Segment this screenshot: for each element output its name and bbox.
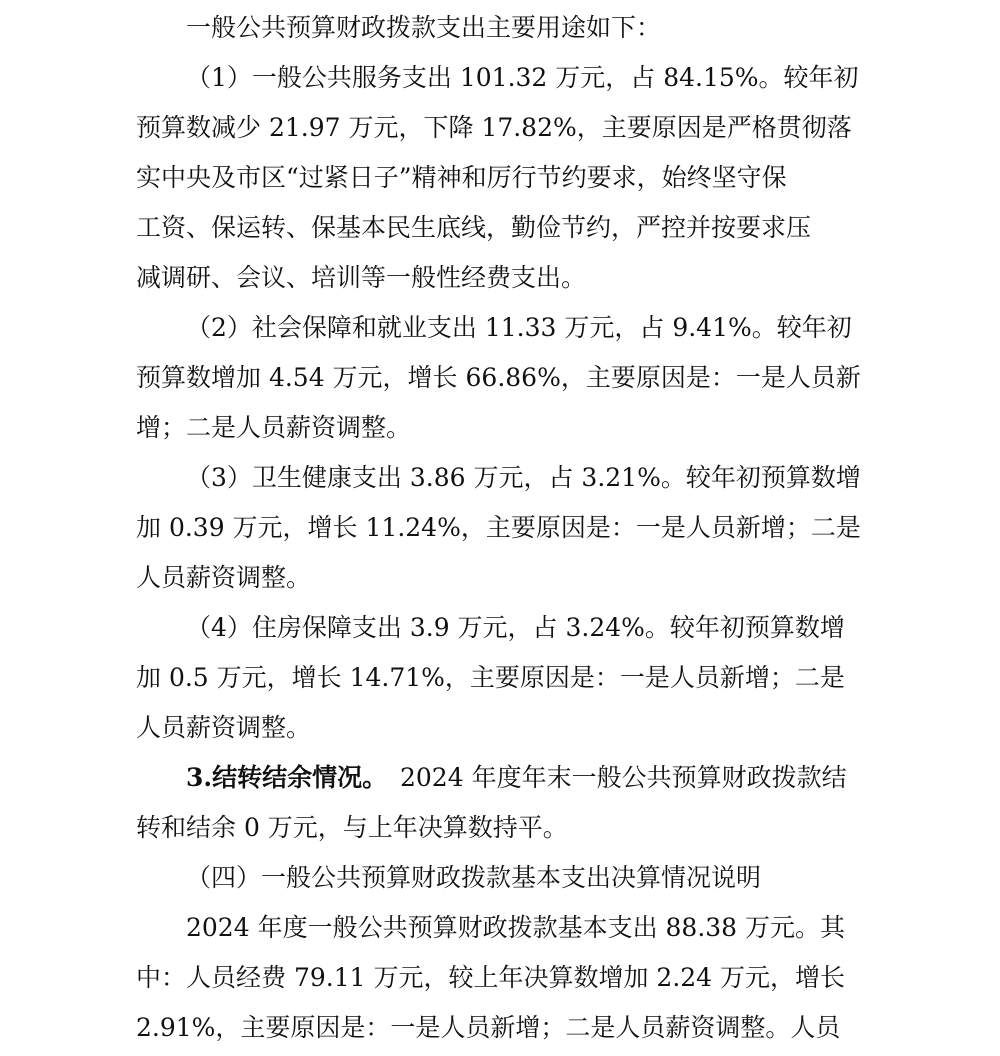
line-text: 减调研、会议、培训等一般性经费支出。 <box>136 263 587 292</box>
line-text: 预算数增加 4.54 万元，增长 66.86%，主要原因是：一是人员新 <box>136 363 861 392</box>
line-text: （4）住房保障支出 3.9 万元，占 3.24%。较年初预算数增 <box>186 613 845 642</box>
line-text: 2024 年度一般公共预算财政拨款基本支出 88.38 万元。其 <box>186 913 846 942</box>
line-text: 预算数减少 21.97 万元，下降 17.82%，主要原因是严格贯彻落 <box>136 113 852 142</box>
paragraph-line <box>0 558 1000 598</box>
paragraph-line <box>0 508 1000 548</box>
line-text: 加 0.39 万元，增长 11.24%，主要原因是：一是人员新增；二是 <box>136 513 861 542</box>
line-text: 增；二是人员薪资调整。 <box>136 413 412 442</box>
paragraph-line <box>0 258 1000 298</box>
paragraph-line <box>0 958 1000 998</box>
section-title-text: （四）一般公共预算财政拨款基本支出决算情况说明 <box>186 863 762 892</box>
section-title <box>0 858 1000 898</box>
paragraph-line <box>0 308 1000 348</box>
line-text: 一般公共预算财政拨款支出主要用途如下： <box>186 13 662 42</box>
paragraph-line <box>0 208 1000 248</box>
line-text: 中：人员经费 79.11 万元，较上年决算数增加 2.24 万元，增长 <box>136 963 846 992</box>
paragraph-line <box>0 758 1000 798</box>
paragraph-line <box>0 8 1000 48</box>
line-text: 转和结余 0 万元，与上年决算数持平。 <box>136 813 568 842</box>
paragraph-line <box>0 608 1000 648</box>
paragraph-line <box>0 458 1000 498</box>
section-heading: 3.结转结余情况。 <box>186 763 388 792</box>
line-text: 2024 年度年末一般公共预算财政拨款结 <box>400 763 847 792</box>
paragraph-line <box>0 358 1000 398</box>
paragraph-line <box>0 1008 1000 1048</box>
line-text: （3）卫生健康支出 3.86 万元，占 3.21%。较年初预算数增 <box>186 463 861 492</box>
line-text: （2）社会保障和就业支出 11.33 万元，占 9.41%。较年初 <box>186 313 852 342</box>
paragraph-line <box>0 808 1000 848</box>
line-text: （1）一般公共服务支出 101.32 万元，占 84.15%。较年初 <box>186 63 859 92</box>
paragraph-line <box>0 908 1000 948</box>
paragraph-line <box>0 158 1000 198</box>
paragraph-line <box>0 708 1000 748</box>
line-text: 实中央及市区“过紧日子”精神和厉行节约要求，始终坚守保 <box>136 163 787 192</box>
paragraph-line <box>0 108 1000 148</box>
paragraph-line <box>0 408 1000 448</box>
line-text: 工资、保运转、保基本民生底线，勤俭节约，严控并按要求压 <box>136 213 812 242</box>
paragraph-line <box>0 58 1000 98</box>
line-text: 人员薪资调整。 <box>136 713 312 742</box>
line-text: 2.91%，主要原因是：一是人员新增；二是人员薪资调整。人员 <box>136 1013 841 1042</box>
line-text: 加 0.5 万元，增长 14.71%，主要原因是：一是人员新增；二是 <box>136 663 845 692</box>
paragraph-line <box>0 658 1000 698</box>
line-text: 人员薪资调整。 <box>136 563 312 592</box>
